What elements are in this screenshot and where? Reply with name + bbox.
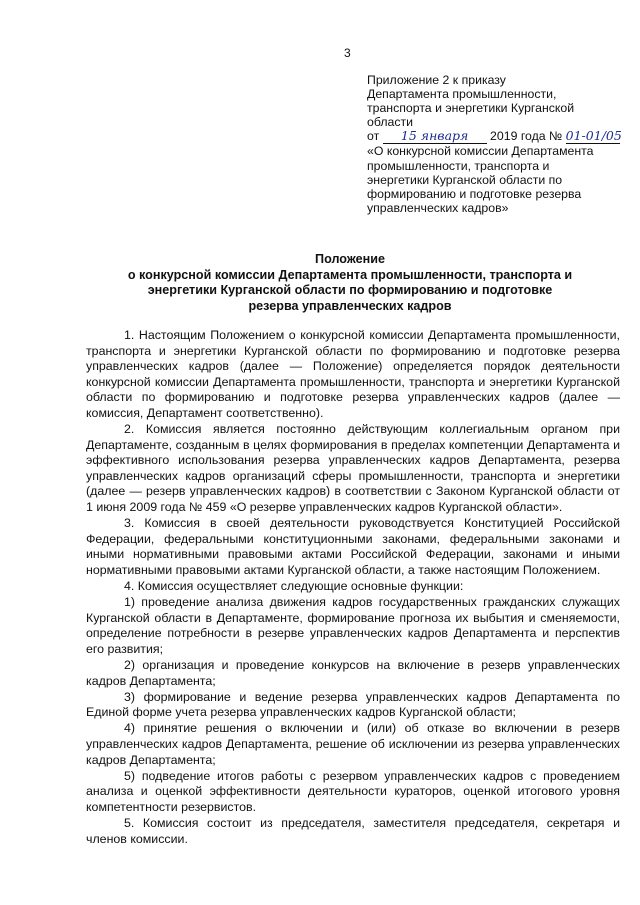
appendix-line-2: Департамента промышленности, bbox=[367, 87, 557, 102]
title-line: резерва управленческих кадров bbox=[248, 299, 452, 314]
handwritten-date: 15 января bbox=[383, 129, 487, 144]
appendix-line-3: транспорта и энергетики Курганской bbox=[367, 101, 575, 116]
title-line: о конкурсной комиссии Департамента промышленности, транспорта и bbox=[127, 267, 573, 282]
page-number: 3 bbox=[344, 46, 351, 60]
function-item-1: 1) проведение анализа движения кадров государственных гражданских служащих Курганской области в Департаменте, формирование прогноза их выбытия и сменяемости, определение потребности в резерве управленческих кадров Департамента и перспектив его развития; bbox=[86, 595, 620, 656]
paragraph-4: 4. Комиссия осуществляет следующие основные функции: bbox=[124, 579, 464, 593]
appendix-line-4: области bbox=[367, 115, 413, 130]
date-prefix: от bbox=[367, 129, 380, 144]
order-title-line: энергетики Курганской области по bbox=[367, 172, 563, 187]
function-item-2: 2) организация и проведение конкурсов на включение в резерв управленческих кадров Департамента; bbox=[86, 657, 620, 688]
title-line: Положение bbox=[315, 252, 385, 266]
order-title-line: «О конкурсной комиссии Департамента bbox=[367, 144, 594, 159]
paragraph-5: 5. Комиссия состоит из председателя, заместителя председателя, секретаря и членов комиссии. bbox=[86, 815, 620, 846]
paragraph-2: 2. Комиссия является постоянно действующим коллегиальным органом при Департаменте, созданным в целях формирования в пределах компетенции Департамента и эффективного использования резерва управленческих кадров Департамента, резерва управленческих кадров организаций сферы промышленности, транспорта и энергетики (далее — резерв управленческих кадров) в соответствии с Законом Курганской области от 1 июня 2009 года № 459 «О резерве управленческих кадров Курганской области». bbox=[86, 422, 620, 515]
paragraph-3: 3. Комиссия в своей деятельности руководствуется Конституцией Российской Федерации, федеральными конституционными законами, федеральными законами и иными нормативными правовыми актами Российской Федерации, законами и иными нормативными правовыми актами Курганской области, а также настоящим Положением. bbox=[86, 516, 620, 577]
function-item-5: 5) подведение итогов работы с резервом управленческих кадров с проведением анализа и оценкой эффективности деятельности кураторов, оценкой итогового уровня компетентности резервистов. bbox=[86, 768, 620, 814]
order-title-line: формированию и подготовке резерва bbox=[367, 186, 582, 201]
function-item-3: 3) формирование и ведение резерва управленческих кадров Департамента по Единой форме учета резерва управленческих кадров Курганской области; bbox=[86, 689, 620, 720]
function-item-4: 4) принятие решения о включении и (или) об отказе во включении в резерв управленческих кадров Департамента, решение об исключении из резерва управленческих кадров Департамента; bbox=[86, 721, 620, 767]
appendix-block bbox=[367, 73, 629, 215]
order-title-line: промышленности, транспорта и bbox=[367, 158, 550, 173]
appendix-line-1: Приложение 2 к приказу bbox=[367, 73, 506, 87]
order-title-line: управленческих кадров» bbox=[367, 200, 509, 215]
document-body bbox=[86, 328, 620, 847]
year-text: 2019 года № bbox=[490, 129, 563, 144]
title-line: энергетики Курганской области по формированию и подготовке bbox=[147, 283, 553, 298]
handwritten-number: 01-01/05 bbox=[565, 128, 622, 144]
order-date-line bbox=[367, 129, 629, 144]
document-title bbox=[60, 252, 640, 315]
paragraph-1: 1. Настоящим Положением о конкурсной комиссии Департамента промышленности, транспорта и энергетики Курганской области по формированию и подготовке резерва управленческих кадров (далее — Положение) определяется порядок деятельности конкурсной комиссии Департамента промышленности, транспорта и энергетики Курганской области по формированию и подготовке резерва управленческих кадров (далее — комиссия, Департамент соответственно). bbox=[86, 328, 620, 420]
